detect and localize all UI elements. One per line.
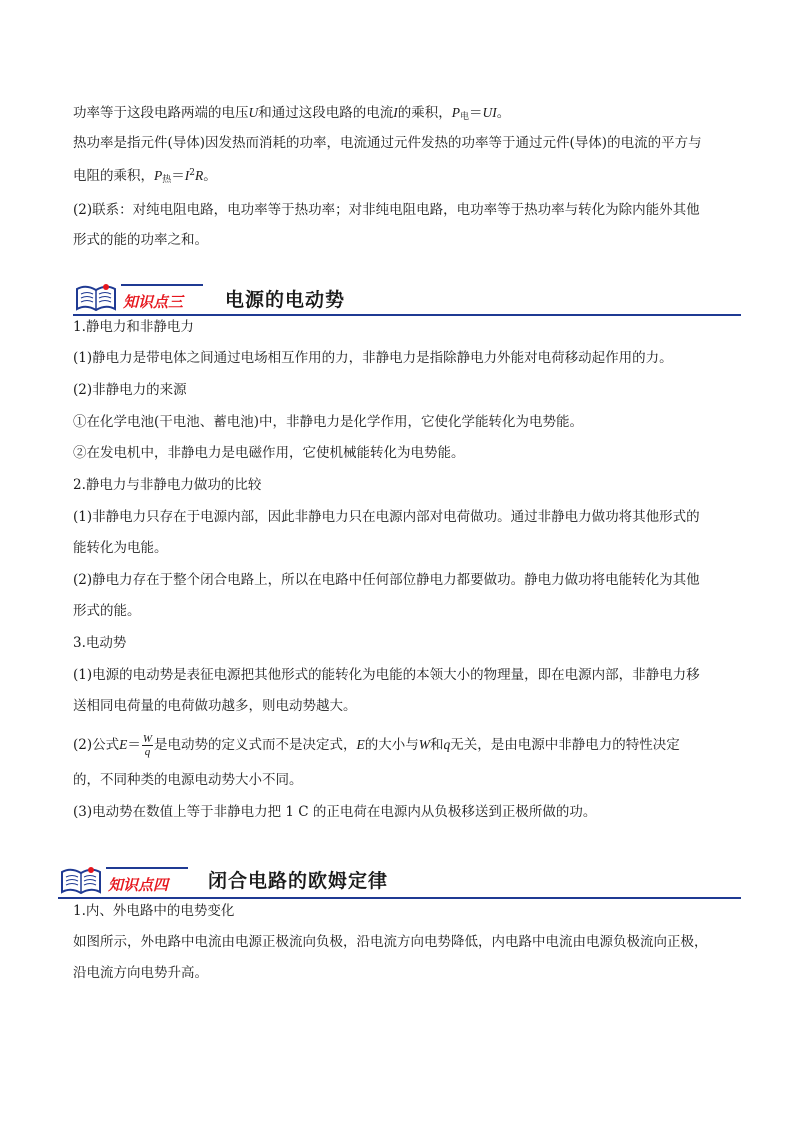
- symbol-u: U: [248, 105, 259, 120]
- symbol-e: E: [119, 737, 128, 752]
- item-text: 形式的能。: [73, 603, 141, 619]
- item-text: (1)非静电力只存在于电源内部，因此非静电力只在电源内部对电荷做功。通过非静电力做功将其他形式的: [73, 509, 700, 525]
- section-title: 电源的电动势: [225, 289, 346, 311]
- item-text: 的，不同种类的电源电动势大小不同。: [73, 772, 303, 788]
- item-text: (2)静电力存在于整个闭合电路上，所以在电路中任何部位静电力都要做功。静电力做功将电能转化为其他: [73, 572, 700, 588]
- text: 。: [203, 168, 217, 184]
- text: 的乘积，: [397, 105, 452, 121]
- paragraph-heat-power-formula: [73, 164, 733, 189]
- text: 是电动势的定义式而不是决定式，: [154, 737, 357, 753]
- symbol-q: q: [443, 737, 451, 752]
- symbol-r: R: [195, 168, 204, 183]
- symbol-p: P: [154, 168, 163, 183]
- item-text: (3)电动势在数值上等于非静电力把 1 C 的正电荷在电源内从负极移送到正极所做的功。: [73, 804, 597, 820]
- item-heading: 3.电动势: [73, 635, 127, 651]
- label-top-rule: [106, 867, 188, 869]
- section-header-4: [58, 864, 741, 904]
- equals: ＝: [127, 737, 141, 753]
- item-text: 送相同电荷量的电荷做功越多，则电动势越大。: [73, 698, 357, 714]
- equals: ＝: [469, 105, 483, 121]
- fraction: [142, 733, 153, 758]
- paragraph-heat-power: 热功率是指元件(导体)因发热而消耗的功率，电流通过元件发热的功率等于通过元件(导体)的电流的平方与: [73, 135, 702, 151]
- denominator: q: [144, 746, 151, 758]
- label-top-rule: [121, 284, 203, 286]
- text: (2)公式: [73, 737, 120, 753]
- item-heading: 1.内、外电路中的电势变化: [73, 903, 235, 919]
- item-text: 能转化为电能。: [73, 540, 168, 556]
- open-book-icon: [73, 281, 119, 315]
- section-rule: [73, 314, 741, 316]
- item-heading: 2.静电力与非静电力做功的比较: [73, 477, 262, 493]
- text: 。: [496, 105, 511, 121]
- symbol-p: P: [451, 105, 460, 120]
- item-text: ①在化学电池(干电池、蓄电池)中，非静电力是化学作用，它使化学能转化为电势能。: [73, 414, 584, 430]
- item-text: 沿电流方向电势升高。: [73, 965, 208, 981]
- section-title: 闭合电路的欧姆定律: [208, 870, 389, 892]
- section-label: 知识点三: [123, 293, 184, 311]
- equals: ＝: [171, 168, 185, 184]
- text: 功率等于这段电路两端的电压: [73, 105, 249, 121]
- symbol-i: I: [393, 105, 398, 120]
- symbol-ui: UI: [482, 105, 497, 120]
- item-text: (1)静电力是带电体之间通过电场相互作用的力，非静电力是指除静电力外能对电荷移动起作用的力。: [73, 350, 673, 366]
- symbol-w: W: [418, 737, 431, 752]
- text: 无关，是由电源中非静电力的特性决定: [450, 737, 680, 753]
- paragraph-relation-cont: 形式的能的功率之和。: [73, 232, 208, 248]
- text: 的大小与: [364, 737, 419, 753]
- paragraph-relation: (2)联系：对纯电阻电路，电功率等于热功率；对非纯电阻电路，电功率等于热功率与转化为除内能外其他: [73, 202, 700, 218]
- item-text: (1)电源的电动势是表征电源把其他形式的能转化为电能的本领大小的物理量，即在电源内部，非静电力移: [73, 667, 700, 683]
- open-book-icon: [58, 864, 104, 898]
- item-text: (2)非静电力的来源: [73, 382, 187, 398]
- subscript: 电: [460, 112, 470, 122]
- symbol-i: I: [184, 168, 190, 183]
- section-rule: [58, 897, 741, 899]
- section-label: 知识点四: [108, 876, 169, 894]
- formula-line: [73, 732, 733, 758]
- subscript: 热: [162, 175, 172, 185]
- symbol-e: E: [356, 737, 365, 752]
- numerator: W: [142, 733, 153, 745]
- text: 和: [430, 737, 444, 753]
- text: 电阻的乘积，: [73, 168, 154, 184]
- item-text: ②在发电机中，非静电力是电磁作用，它使机械能转化为电势能。: [73, 445, 465, 461]
- text: 和通过这段电路的电流: [258, 105, 394, 121]
- item-text: 如图所示，外电路中电流由电源正极流向负极，沿电流方向电势降低，内电路中电流由电源负极流向正极，: [73, 934, 708, 950]
- superscript: 2: [189, 168, 195, 178]
- section-header-3: [73, 281, 741, 321]
- item-heading: 1.静电力和非静电力: [73, 319, 194, 335]
- paragraph-power-definition: [73, 104, 733, 126]
